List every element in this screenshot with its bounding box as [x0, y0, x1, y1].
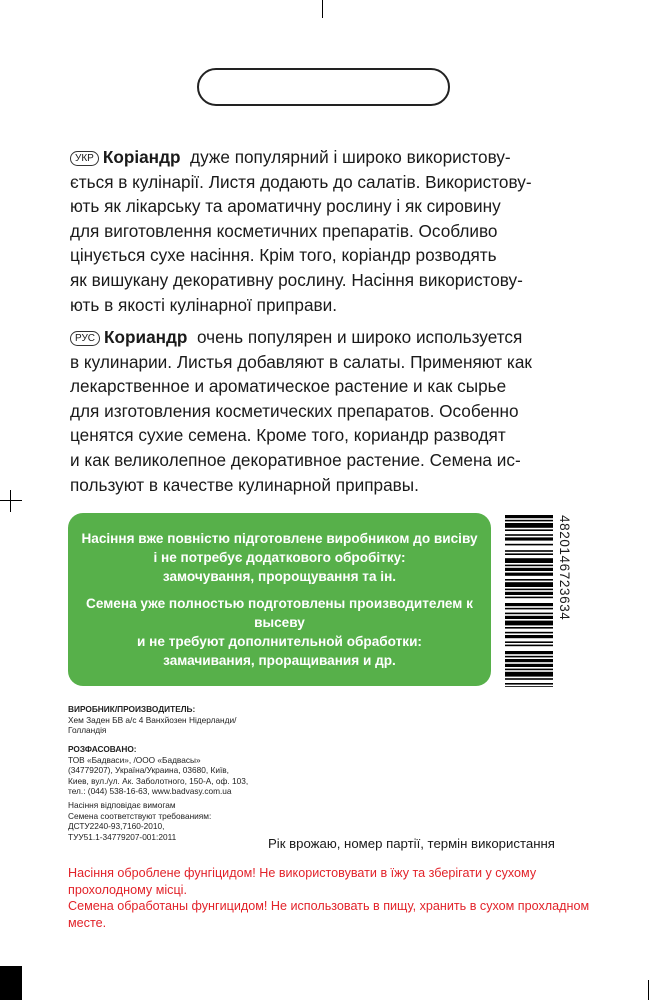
barcode-bar: [505, 534, 553, 536]
barcode-bar: [505, 568, 553, 571]
barcode-bar: [505, 573, 553, 576]
barcode-bar: [505, 645, 553, 647]
lang-badge-rus: РУС: [70, 331, 100, 346]
barcode-bar: [505, 558, 553, 563]
standards-line: Семена соответствуют требованиям:: [68, 810, 212, 821]
barcode-bar: [505, 565, 553, 567]
barcode-bar: [505, 582, 553, 587]
barcode-bar: [505, 683, 553, 685]
barcode-bar: [505, 608, 553, 610]
description-rus-text: очень популярен и широко используется: [197, 327, 523, 347]
notice-line: Семена уже полностью подготовлены производителем к высеву: [86, 596, 473, 630]
preparation-notice: [68, 513, 491, 686]
notice-line: і не потребує додаткового обробітку:: [153, 550, 406, 565]
description-ukr-line: ють як лікарську та ароматичну рослину і як сировину: [70, 196, 501, 217]
notice-line: Насіння вже повністю підготовлене виробником до висіву: [81, 531, 478, 546]
barcode-bar: [505, 597, 553, 599]
standards-line: ТУУ51.1-34779207-001:2011: [68, 831, 177, 842]
barcode-bar: [505, 529, 553, 531]
barcode-bar: [505, 613, 553, 615]
barcode-bar: [505, 537, 553, 540]
description-rus: [70, 325, 580, 497]
barcode-bar: [505, 635, 553, 638]
notice-line: и не требуют дополнительной обработки:: [137, 634, 422, 649]
description-rus-line: лекарственное и ароматическое растение и как сырье: [70, 376, 507, 397]
description-ukr-line: ють в якості кулінарної приправи.: [70, 294, 338, 315]
barcode-bar: [505, 632, 553, 634]
preparation-notice-ukr: [68, 529, 491, 586]
barcode-bar: [505, 523, 553, 528]
barcode-bar: [505, 659, 553, 662]
description-rus-line: ценятся сухие семена. Кроме того, кориандр разводят: [70, 425, 506, 446]
description-rus-line: для изготовления косметических препаратов. Особенно: [70, 400, 519, 421]
barcode-bar: [505, 672, 553, 677]
description-rus-line: и как великолепное декоративное растение. Семена ис-: [70, 449, 521, 470]
barcode-bar: [505, 579, 553, 581]
product-name-ukr: Коріандр: [102, 147, 181, 167]
barcode-bar: [505, 651, 553, 654]
packer-line: тел.: (044) 538-16-63, www.badvasy.com.ua: [68, 786, 232, 796]
barcode-bar: [505, 544, 553, 546]
barcode-bar: [505, 592, 553, 595]
print-registration-mark: [0, 966, 22, 1000]
crop-mark-top: [322, 0, 323, 18]
fungicide-warning: [68, 865, 598, 931]
crop-mark-left: [0, 500, 22, 501]
lot-info-label: Рік врожаю, номер партії, термін використання: [268, 836, 555, 851]
manufacturer-line: Голландія: [68, 725, 107, 735]
description-ukr: [70, 145, 580, 317]
description-ukr-line: цінується сухе насіння. Крім того, коріандр розводять: [70, 245, 497, 266]
barcode-bar: [505, 678, 553, 680]
barcode-bar: [505, 641, 553, 643]
packer-heading: РОЗФАСОВАНО:: [68, 744, 137, 754]
barcode: [505, 515, 555, 687]
preparation-notice-rus: [68, 594, 491, 670]
barcode-bar: [505, 553, 553, 555]
description-rus-line: [70, 325, 580, 350]
description-ukr-line: [70, 145, 580, 170]
barcode-bar: [505, 627, 553, 629]
barcode-bar: [505, 589, 553, 591]
standards-line: ДСТУ2240-93,7160-2010,: [68, 821, 165, 831]
barcode-bar: [505, 669, 553, 671]
barcode-bar: [505, 616, 553, 619]
manufacturer-block: [68, 704, 298, 736]
description-rus-line: пользуют в качестве кулинарной приправы.: [70, 474, 419, 495]
barcode-bar: [505, 621, 553, 626]
description-rus-line: в кулинарии. Листья добавляют в салаты. Применяют как: [70, 351, 532, 372]
packer-line: ТОВ «Бадваси», /ООО «Бадвасы»: [68, 754, 201, 765]
notice-line: замочування, пророщування та ін.: [162, 569, 397, 584]
description-ukr-line: як вишукану декоративну рослину. Насіння використову-: [70, 269, 523, 290]
description-ukr-text: дуже популярний і широко використову-: [190, 147, 511, 167]
description-ukr-line: для виготовлення косметичних препаратів. Особливо: [70, 220, 498, 241]
packer-line: Киев, вул./ул. Ак. Заболотного, 150-А, оф. 103,: [68, 775, 249, 786]
packer-line: (34779207), Україна/Украина, 03680, Київ,: [68, 765, 229, 775]
packer-block: [68, 744, 288, 797]
barcode-bar: [505, 656, 553, 658]
barcode-bar: [505, 520, 553, 522]
barcode-bars: [505, 515, 555, 687]
product-name-rus: Кориандр: [104, 327, 188, 347]
barcode-bar: [505, 550, 553, 552]
notice-line: замачивания, проращивания и др.: [163, 653, 396, 668]
manufacturer-line: Хем Заден БВ а/с 4 Ванхйозен Нідерланди/: [68, 714, 237, 725]
hang-slot: [197, 68, 450, 106]
warning-line-rus: Семена обработаны фунгицидом! Не использовать в пищу, хранить в сухом прохладном месте.: [68, 899, 590, 930]
barcode-bar: [505, 603, 553, 606]
lang-badge-ukr: УКР: [70, 151, 99, 166]
barcode-number: 4820146723634: [557, 515, 572, 621]
standards-line: Насіння відповідає вимогам: [68, 800, 176, 810]
description-ukr-line: ється в кулінарії. Листя додають до салатів. Використову-: [70, 171, 532, 192]
barcode-bar: [505, 686, 553, 687]
warning-line-ukr: Насіння оброблене фунгіцидом! Не використовувати в їжу та зберігати у сухому прохолодному місці.: [68, 866, 537, 897]
barcode-bar: [505, 664, 553, 667]
standards-block: [68, 800, 288, 842]
manufacturer-heading: ВИРОБНИК/ПРОИЗВОДИТЕЛЬ:: [68, 704, 196, 714]
crop-mark-left-vertical: [10, 490, 11, 512]
barcode-bar: [505, 515, 553, 518]
